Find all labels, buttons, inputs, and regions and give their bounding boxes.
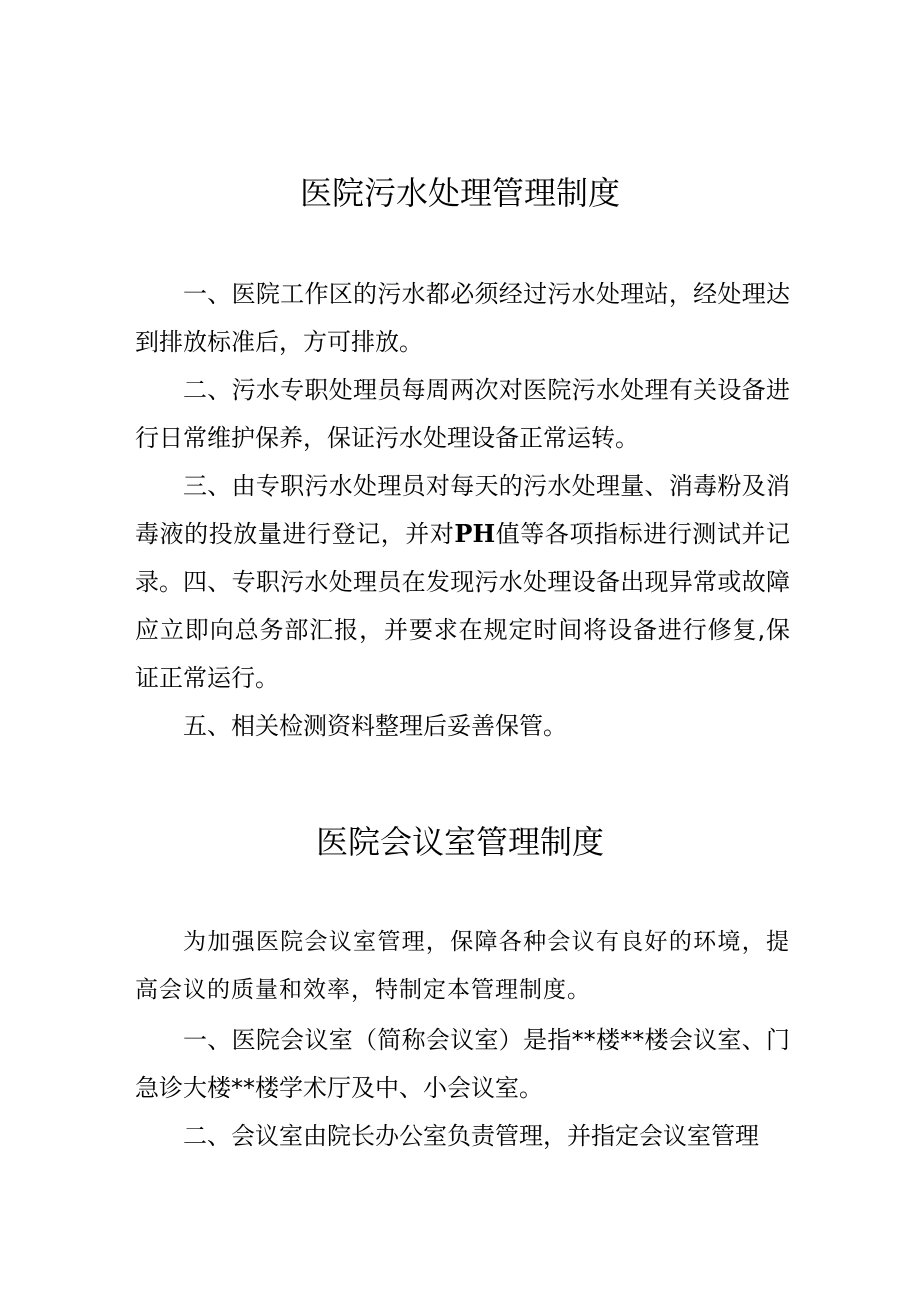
sewage-rule-1: 一、医院工作区的污水都必须经过污水处理站，经处理达到排放标准后，方可排放。 (135, 280, 790, 356)
section-title-meeting-room: 医院会议室管理制度 (315, 823, 604, 861)
sewage-rule-5: 五、相关检测资料整理后妥善保管。 (183, 712, 567, 740)
sewage-rule-3-after: 值等各项指标进行测试并记录。 (135, 520, 791, 596)
sewage-rule-3-before: 三、由专职污水处理员对每天的污水处理量、消毒粉及消毒液的投放量进行登记，并对 (135, 472, 790, 548)
sewage-rule-4: 四、专职污水处理员在发现污水处理设备出现异常或故障应立即向总务部汇报，并要求在规定时间将设备进行修复,保证正常运行。 (135, 568, 790, 692)
meeting-room-intro: 为加强医院会议室管理，保障各种会议有良好的环境，提高会议的质量和效率，特制定本管理制度。 (135, 929, 790, 1003)
meeting-room-rule-2: 二、会议室由院长办公室负责管理，并指定会议室管理 (183, 1122, 759, 1150)
section-title-sewage: 医院污水处理管理制度 (299, 174, 620, 212)
meeting-room-rule-1: 一、医院会议室（简称会议室）是指**楼**楼会议室、门急诊大楼**楼学术厅及中、小会议室。 (135, 1026, 790, 1102)
sewage-rule-2: 二、污水专职处理员每周两次对医院污水处理有关设备进行日常维护保养，保证污水处理设备正常运转。 (135, 376, 790, 452)
ph-value-term: PH (454, 519, 496, 548)
